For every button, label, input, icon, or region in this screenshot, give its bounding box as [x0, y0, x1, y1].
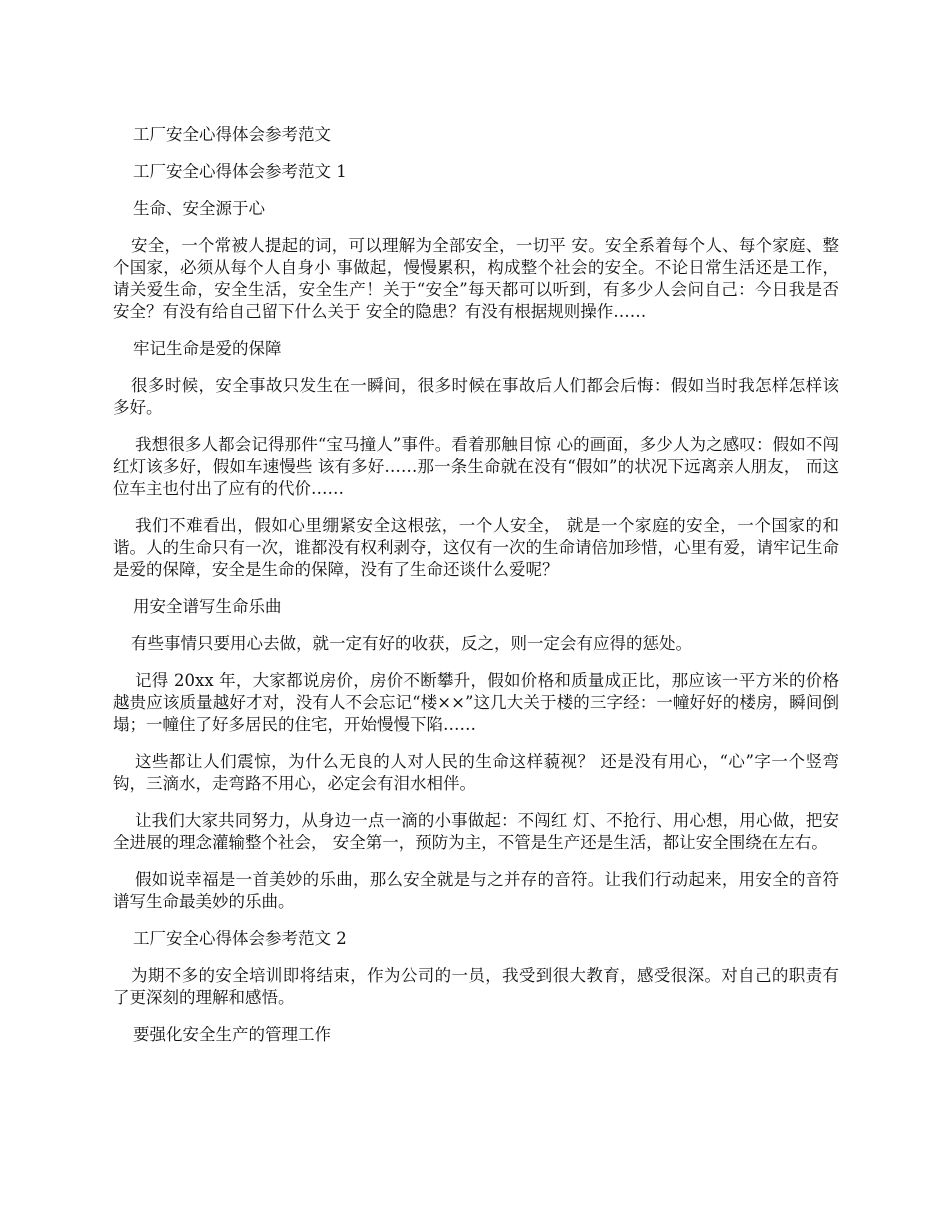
paragraph-9: 假如说幸福是一首美妙的乐曲，那么安全就是与之并存的音符。让我们行动起来，用安全的音符谱写生命最美妙的乐曲。	[113, 870, 839, 911]
section-heading-2: 牢记生命是爱的保障	[133, 339, 282, 358]
paragraph-5: 有些事情只要用心去做，就一定有好的收获，反之，则一定会有应得的惩处。	[131, 634, 692, 653]
paragraph-3: 我想很多人都会记得那件“宝马撞人”事件。看着那触目惊 心的画面，多少人为之感叹：假如不闯红灯该多好，假如车速慢些 该有多好……那一条生命就在没有“假如”的状况下远离亲人朋友， 而这位车主也付出了应有的代价……	[113, 435, 839, 498]
paragraph-2: 很多时候，安全事故只发生在一瞬间，很多时候在事故后人们都会后悔：假如当时我怎样怎样该多好。	[113, 376, 839, 417]
paragraph-10: 为期不多的安全培训即将结束，作为公司的一员，我受到很大教育，感受很深。对自己的职责有了更深刻的理解和感悟。	[113, 966, 839, 1007]
paragraph-6: 记得 20xx 年，大家都说房价，房价不断攀升，假如价格和质量成正比，那应该一平方米的价格越贵应该质量越好才对，没有人不会忘记“楼××”这几大关于楼的三字经：一幢好好的楼房，瞬间倒塌；一幢住了好多居民的住宅，开始慢慢下陷……	[113, 671, 839, 734]
document-title: 工厂安全心得体会参考范文	[133, 125, 331, 144]
paragraph-1: 安全，一个常被人提起的词，可以理解为全部安全，一切平 安。安全系着每个人、每个家庭、整个国家，必须从每个人自身小 事做起，慢慢累积，构成整个社会的安全。不论日常生活还是工作， 请关爱生命，安全生活，安全生产！关于“安全”每天都可以听到，有多少人会问自己：今日我是否安全？有没有给自己留下什么关于 安全的隐患？有没有根据规则操作……	[113, 236, 839, 321]
article-2-title: 工厂安全心得体会参考范文 2	[133, 929, 347, 948]
section-heading-3: 用安全谱写生命乐曲	[133, 597, 282, 616]
article-1-title: 工厂安全心得体会参考范文 1	[133, 162, 347, 181]
section-heading-1: 生命、安全源于心	[133, 199, 265, 218]
paragraph-7: 这些都让人们震惊，为什么无良的人对人民的生命这样藐视？ 还是没有用心，“心”字一个竖弯钩，三滴水，走弯路不用心，必定会有泪水相伴。	[113, 752, 839, 793]
paragraph-4: 我们不难看出，假如心里绷紧安全这根弦，一个人安全， 就是一个家庭的安全，一个国家的和谐。人的生命只有一次，谁都没有权利剥夺，这仅有一次的生命请倍加珍惜，心里有爱，请牢记生命是爱的保障，安全是生命的保障，没有了生命还谈什么爱呢？	[113, 516, 839, 579]
document-page	[113, 124, 839, 1046]
paragraph-8: 让我们大家共同努力，从身边一点一滴的小事做起：不闯红 灯、不抢行、用心想，用心做，把安全进展的理念灌输整个社会， 安全第一，预防为主，不管是生产还是生活，都让安全围绕在左右。	[113, 811, 839, 852]
section-heading-4: 要强化安全生产的管理工作	[133, 1025, 331, 1044]
